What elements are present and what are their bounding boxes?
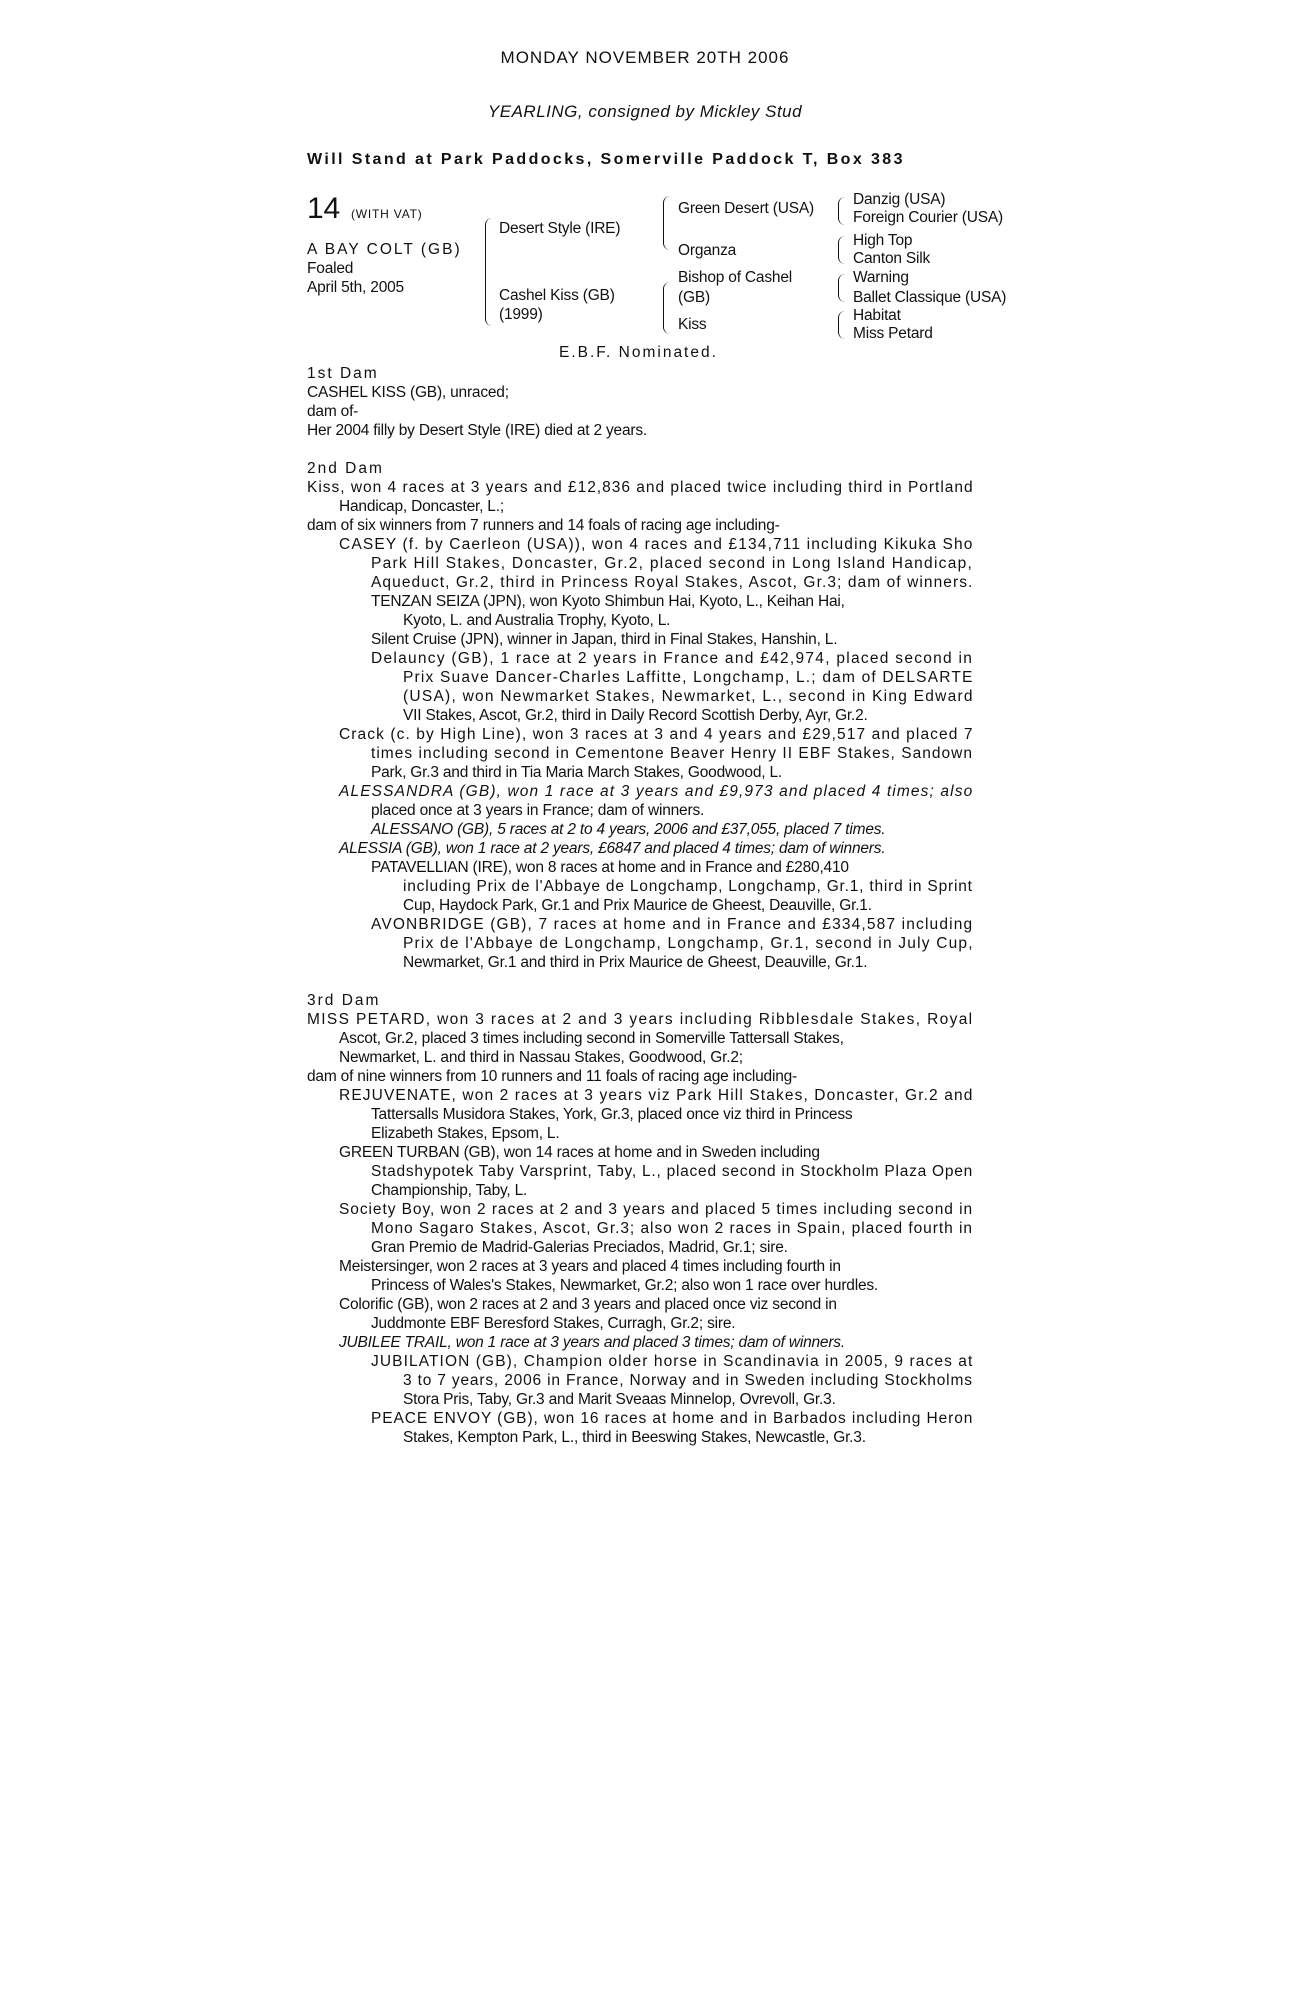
- pedigree-ancestor-2: Foreign Courier (USA): [853, 209, 1003, 226]
- pedigree-bracket-3b: [838, 236, 846, 264]
- pedigree-ancestor-5: Warning: [853, 269, 909, 286]
- sale-date: MONDAY NOVEMBER 20TH 2006: [500, 48, 790, 67]
- pedigree-ancestor-6: Ballet Classique (USA): [853, 289, 1007, 306]
- record-line: Aqueduct, Gr.2, third in Princess Royal Stakes, Ascot, Gr.3; dam of winners.: [371, 574, 974, 591]
- foaled-date: April 5th, 2005: [307, 279, 404, 296]
- record-line: Park, Gr.3 and third in Tia Maria March Stakes, Goodwood, L.: [371, 764, 783, 781]
- pedigree-ancestor-3: High Top: [853, 232, 913, 249]
- record-line: REJUVENATE, won 2 races at 3 years viz Park Hill Stakes, Doncaster, Gr.2 and: [339, 1087, 974, 1104]
- record-line: CASHEL KISS (GB), unraced;: [307, 384, 509, 401]
- foaled-label: Foaled: [307, 260, 354, 277]
- record-line: Stakes, Kempton Park, L., third in Beeswing Stakes, Newcastle, Gr.3.: [403, 1429, 866, 1446]
- record-line: Newmarket, L. and third in Nassau Stakes, Goodwood, Gr.2;: [339, 1049, 743, 1066]
- section-heading: 1st Dam: [307, 365, 379, 382]
- record-line: Delauncy (GB), 1 race at 2 years in France and £42,974, placed second in: [371, 650, 974, 667]
- record-line: Mono Sagaro Stakes, Ascot, Gr.3; also won 2 races in Spain, placed fourth in: [371, 1220, 973, 1237]
- record-line: CASEY (f. by Caerleon (USA)), won 4 races and £134,711 including Kikuka Sho: [339, 536, 974, 553]
- pedigree-bracket-3a: [838, 197, 846, 225]
- record-line: Her 2004 filly by Desert Style (IRE) died at 2 years.: [307, 422, 648, 439]
- section-heading: 2nd Dam: [307, 460, 384, 477]
- record-line: ALESSANDRA (GB), won 1 race at 3 years and £9,973 and placed 4 times; also: [339, 783, 974, 800]
- vat-note: (WITH VAT): [351, 207, 423, 221]
- pedigree-bracket-2b: [663, 282, 671, 334]
- record-line: TENZAN SEIZA (JPN), won Kyoto Shimbun Hai, Kyoto, L., Keihan Hai,: [371, 593, 845, 610]
- ebf-nomination: E.B.F. Nominated.: [559, 344, 718, 361]
- pedigree-dam-sire-country: (GB): [678, 289, 710, 306]
- record-line: ALESSANO (GB), 5 races at 2 to 4 years, 2006 and £37,055, placed 7 times.: [371, 821, 886, 838]
- pedigree-bracket-3d: [838, 311, 846, 339]
- pedigree-dam: Cashel Kiss (GB): [499, 287, 615, 304]
- record-line: ALESSIA (GB), won 1 race at 2 years, £6847 and placed 4 times; dam of winners.: [339, 840, 886, 857]
- pedigree-bracket-1: [485, 218, 494, 326]
- pedigree-dam-sire: Bishop of Cashel: [678, 269, 792, 286]
- pedigree-dam-dam: Kiss: [678, 316, 707, 333]
- pedigree-dam-year: (1999): [499, 306, 543, 323]
- section-heading: 3rd Dam: [307, 992, 381, 1009]
- record-line: Cup, Haydock Park, Gr.1 and Prix Maurice de Gheest, Deauville, Gr.1.: [403, 897, 872, 914]
- record-line: Kiss, won 4 races at 3 years and £12,836 and placed twice including third in Portland: [307, 479, 974, 496]
- record-line: dam of-: [307, 403, 359, 420]
- record-line: Juddmonte EBF Beresford Stakes, Curragh, Gr.2; sire.: [371, 1315, 736, 1332]
- record-line: times including second in Cementone Beaver Henry II EBF Stakes, Sandown: [371, 745, 974, 762]
- record-line: Elizabeth Stakes, Epsom, L.: [371, 1125, 560, 1142]
- record-line: Prix de l'Abbaye de Longchamp, Longchamp, Gr.1, second in July Cup,: [403, 935, 974, 952]
- record-line: 3 to 7 years, 2006 in France, Norway and in Sweden including Stockholms: [403, 1372, 973, 1389]
- record-line: JUBILATION (GB), Champion older horse in Scandinavia in 2005, 9 races at: [371, 1353, 974, 1370]
- record-line: placed once at 3 years in France; dam of winners.: [371, 802, 705, 819]
- record-line: JUBILEE TRAIL, won 1 race at 3 years and placed 3 times; dam of winners.: [339, 1334, 845, 1351]
- pedigree-ancestor-7: Habitat: [853, 307, 901, 324]
- stand-location: Will Stand at Park Paddocks, Somerville Paddock T, Box 383: [307, 151, 905, 168]
- lot-description: A BAY COLT (GB): [307, 241, 462, 258]
- record-line: (USA), won Newmarket Stakes, Newmarket, L., second in King Edward: [403, 688, 974, 705]
- record-line: Silent Cruise (JPN), winner in Japan, third in Final Stakes, Hanshin, L.: [371, 631, 838, 648]
- record-line: Prix Suave Dancer-Charles Laffitte, Longchamp, L.; dam of DELSARTE: [403, 669, 974, 686]
- record-line: MISS PETARD, won 3 races at 2 and 3 years including Ribblesdale Stakes, Royal: [307, 1011, 974, 1028]
- record-line: Tattersalls Musidora Stakes, York, Gr.3, placed once viz third in Princess: [371, 1106, 853, 1123]
- pedigree-ancestor-8: Miss Petard: [853, 325, 933, 342]
- record-line: Championship, Taby, L.: [371, 1182, 528, 1199]
- lot-subtitle: YEARLING, consigned by Mickley Stud: [487, 102, 803, 121]
- record-line: Kyoto, L. and Australia Trophy, Kyoto, L.: [403, 612, 671, 629]
- record-line: Colorific (GB), won 2 races at 2 and 3 years and placed once viz second in: [339, 1296, 837, 1313]
- record-line: Society Boy, won 2 races at 2 and 3 years and placed 5 times including second in: [339, 1201, 974, 1218]
- pedigree-ancestor-1: Danzig (USA): [853, 191, 946, 208]
- record-line: Meistersinger, won 2 races at 3 years and placed 4 times including fourth in: [339, 1258, 841, 1275]
- record-line: Newmarket, Gr.1 and third in Prix Maurice de Gheest, Deauville, Gr.1.: [403, 954, 868, 971]
- record-line: Princess of Wales's Stakes, Newmarket, Gr.2; also won 1 race over hurdles.: [371, 1277, 879, 1294]
- record-line: dam of six winners from 7 runners and 14 foals of racing age including-: [307, 517, 780, 534]
- record-line: Stadshypotek Taby Varsprint, Taby, L., placed second in Stockholm Plaza Open: [371, 1163, 974, 1180]
- record-line: Park Hill Stakes, Doncaster, Gr.2, placed second in Long Island Handicap,: [371, 555, 974, 572]
- pedigree-sire-dam: Organza: [678, 242, 737, 259]
- pedigree-ancestor-4: Canton Silk: [853, 250, 931, 267]
- record-line: Gran Premio de Madrid-Galerias Preciados, Madrid, Gr.1; sire.: [371, 1239, 788, 1256]
- record-line: Stora Pris, Taby, Gr.3 and Marit Sveaas Minnelop, Ovrevoll, Gr.3.: [403, 1391, 836, 1408]
- record-line: dam of nine winners from 10 runners and 11 foals of racing age including-: [307, 1068, 798, 1085]
- record-line: Crack (c. by High Line), won 3 races at 3 and 4 years and £29,517 and placed 7: [339, 726, 974, 743]
- record-line: Ascot, Gr.2, placed 3 times including second in Somerville Tattersall Stakes,: [339, 1030, 844, 1047]
- record-line: AVONBRIDGE (GB), 7 races at home and in France and £334,587 including: [371, 916, 974, 933]
- record-line: Handicap, Doncaster, L.;: [339, 498, 504, 515]
- pedigree-bracket-2a: [663, 196, 671, 250]
- record-line: GREEN TURBAN (GB), won 14 races at home and in Sweden including: [339, 1144, 820, 1161]
- pedigree-bracket-3c: [838, 274, 846, 302]
- record-line: including Prix de l'Abbaye de Longchamp, Longchamp, Gr.1, third in Sprint: [403, 878, 973, 895]
- pedigree-sire: Desert Style (IRE): [499, 220, 621, 237]
- lot-number: 14: [307, 192, 340, 225]
- record-line: PATAVELLIAN (IRE), won 8 races at home and in France and £280,410: [371, 859, 849, 876]
- record-line: VII Stakes, Ascot, Gr.2, third in Daily Record Scottish Derby, Ayr, Gr.2.: [403, 707, 868, 724]
- pedigree-sire-sire: Green Desert (USA): [678, 200, 814, 217]
- record-line: PEACE ENVOY (GB), won 16 races at home and in Barbados including Heron: [371, 1410, 974, 1427]
